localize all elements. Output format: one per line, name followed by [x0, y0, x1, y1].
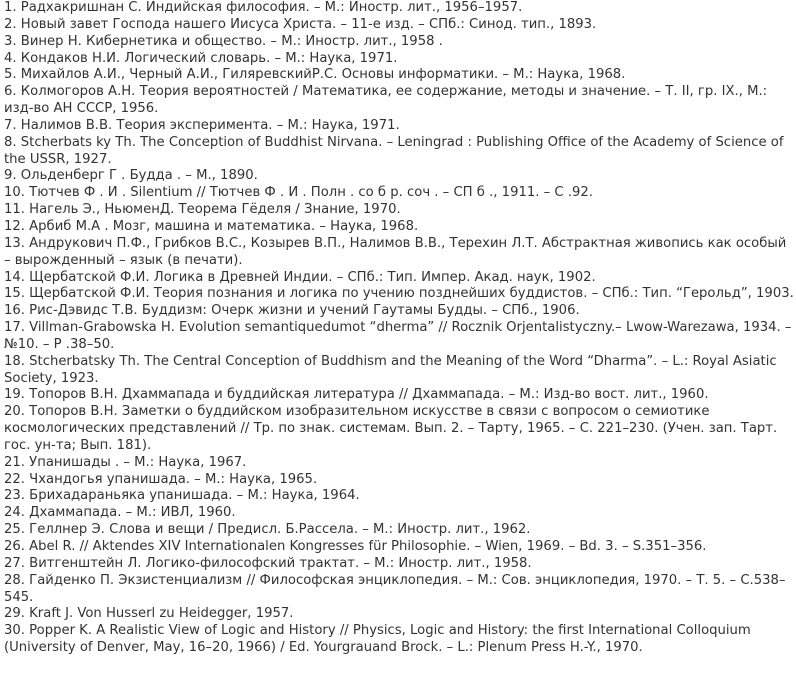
reference-item: 19. Топоров В.Н. Дхаммапада и буддийская литература // Дхаммапада. – М.: Изд-во вост. лит., 1960.	[4, 387, 709, 403]
reference-item: 8. Stcherbats ky Th. The Conception of Buddhist Nirvana. – Leningrad : Publishing Office of the Academy of Science of the USSR, 1927.	[4, 134, 784, 167]
reference-item: 25. Геллнер Э. Слова и вещи / Предисл. Б.Рассела. – М.: Иностр. лит., 1962.	[4, 522, 531, 538]
reference-item: 24. Дхаммапада. – М.: ИВЛ, 1960.	[4, 505, 236, 521]
reference-item: 17. Villman-Grabowska H. Evolution semantiquedumot “dherma” // Rocznik Orjentalistyczny.– Lwow-Warezawa, 1934. – №10. – P .38–50.	[4, 320, 792, 352]
reference-item: 7. Налимов В.В. Теория эксперимента. – М.: Наука, 1971.	[4, 117, 400, 133]
reference-item: 10. Тютчев Ф . И . Silentium // Тютчев Ф . И . Полн . со б р. соч . – СП б ., 1911. – С .92.	[4, 185, 593, 201]
reference-item: 14. Щербатской Ф.И. Логика в Древней Индии. – СПб.: Тип. Импер. Акад. наук, 1902.	[4, 269, 596, 285]
reference-item: 20. Топоров В.Н. Заметки о буддийском изобразительном искусстве в связи с вопросом о семиотике космологических представлений // Тр. по знак. системам. Вып. 2. – Тарту, 1965. – С. 221–230. (Учен. зап. Тарт. гос. ун-та; Вып. 181).	[4, 404, 778, 453]
reference-item: 27. Витгенштейн Л. Логико-философский трактат. – М.: Иностр. лит., 1958.	[4, 555, 532, 571]
reference-item: 23. Брихадараньяка упанишада. – М.: Наука, 1964.	[4, 488, 360, 504]
reference-item: 2. Новый завет Господа нашего Иисуса Христа. – 11-е изд. – СПб.: Синод. тип., 1893.	[4, 16, 597, 32]
reference-item: 15. Щербатской Ф.И. Теория познания и логика по учению позднейших буддистов. – СПб.: Тип. “Герольд”, 1903.	[4, 286, 794, 302]
reference-item: 9. Ольденберг Г . Будда . – М., 1890.	[4, 168, 258, 184]
reference-item: 29. Kraft J. Von Husserl zu Heidegger, 1957.	[4, 606, 294, 622]
reference-item: 28. Гайденко П. Экзистенциализм // Философская энциклопедия. – М.: Сов. энциклопедия, 1970. – Т. 5. – С.538–545.	[4, 572, 786, 605]
reference-item: 11. Нагель Э., НьюменД. Теорема Гёделя / Знание, 1970.	[4, 202, 401, 218]
reference-item: 22. Чхандогья упанишада. – М.: Наука, 1965.	[4, 471, 318, 487]
reference-item: 13. Андрукович П.Ф., Грибков В.С., Козырев В.П., Налимов В.В., Терехин Л.Т. Абстрактная живопись как особый – вырожденный – язык (в печати).	[4, 235, 787, 268]
reference-item: 6. Колмогоров А.Н. Теория вероятностей / Математика, ее содержание, методы и значение. – Т. II, гр. IX., М.: изд-во АН СССР, 1956.	[4, 84, 768, 117]
reference-item: 3. Винер Н. Кибернетика и общество. – М.: Иностр. лит., 1958 .	[4, 33, 443, 49]
reference-item: 4. Кондаков Н.И. Логический словарь. – М.: Наука, 1971.	[4, 50, 398, 66]
reference-item: 12. Арбиб М.А . Мозг, машина и математика. – Наука, 1968.	[4, 218, 419, 234]
reference-item: 5. Михайлов А.И., Черный А.И., ГиляревскийР.С. Основы информатики. – М.: Наука, 1968.	[4, 67, 626, 83]
reference-item: 1. Радхакришнан С. Индийская философия. – М.: Иностр. лит., 1956–1957.	[4, 0, 523, 15]
reference-item: 21. Упанишады . – М.: Наука, 1967.	[4, 454, 247, 470]
reference-item: 26. Abel R. // Aktendes XIV Internationalen Kongresses für Philosophie. – Wien, 1969. – Bd. 3. – S.351–356.	[4, 539, 707, 554]
reference-item: 18. Stcherbatsky Th. The Central Conception of Buddhism and the Meaning of the Word “Dharma”. – L.: Royal Asiatic Society, 1923.	[4, 353, 777, 386]
reference-item: 30. Popper K. A Realistic View of Logic and History // Physics, Logic and History: the first International Colloquium (University of Denver, May, 16–20, 1966) / Ed. Yourgrauand Brock. – L.: Plenum Press H.-Y., 1970.	[4, 623, 751, 656]
reference-item: 16. Рис-Дэвидс Т.В. Буддизм: Очерк жизни и учений Гаутамы Будды. – СПб., 1906.	[4, 303, 580, 319]
